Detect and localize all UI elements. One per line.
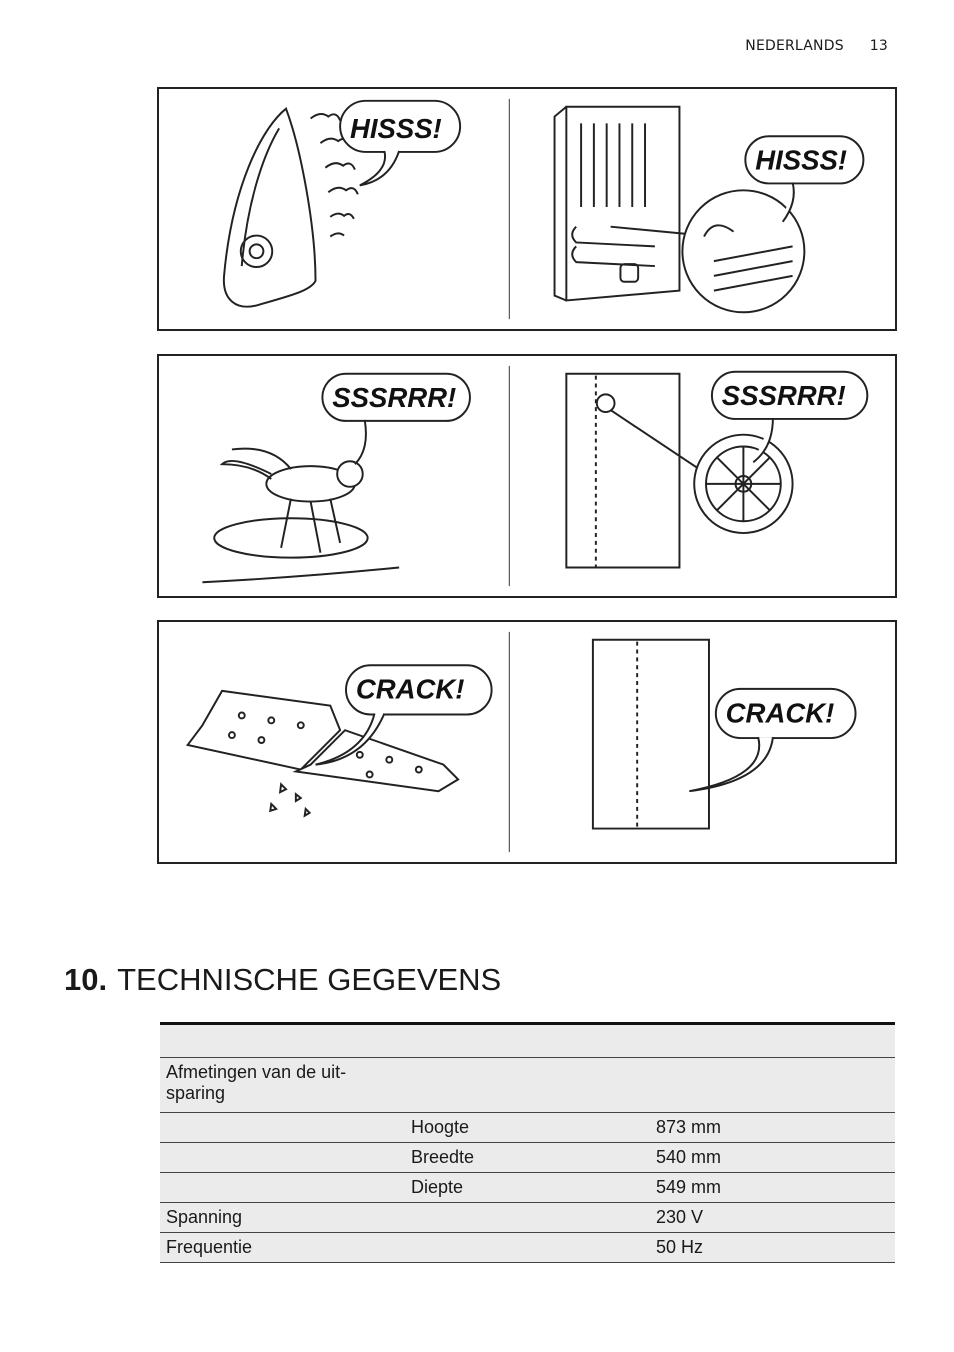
table-row [160,1058,895,1113]
table-cell: Diepte [405,1173,650,1203]
table-row [160,1233,895,1263]
table-cell [160,1143,405,1173]
fly-icon [202,449,399,583]
language-label: NEDERLANDS [745,38,844,54]
buzz-left-text: SSSRRR! [332,382,457,414]
section-number: 10. [64,962,108,997]
technical-data-table [160,1022,895,1263]
table-header-row [160,1024,895,1058]
table-cell [160,1173,405,1203]
fridge-icon [593,640,709,829]
table-cell: Breedte [405,1143,650,1173]
buzz-illustration [159,356,895,596]
table-cell: Spanning [160,1203,405,1233]
page-header [745,38,888,54]
illustration-panel-crack [157,620,897,864]
steam-iron-icon [224,109,358,307]
fridge-fan-icon [566,374,699,568]
table-cell: Hoogte [405,1113,650,1143]
table-cell [160,1113,405,1143]
hiss-right-text: HISSS! [755,144,847,176]
hiss-illustration [159,89,895,329]
hiss-left-text: HISSS! [349,113,442,145]
table-row [160,1203,895,1233]
table-row [160,1113,895,1143]
page-number: 13 [869,38,888,54]
crack-left-text: CRACK! [355,673,465,705]
table-row [160,1173,895,1203]
table-cell [405,1233,650,1263]
section-title-text: TECHNISCHE GEGEVENS [117,962,502,997]
fan-magnifier [694,435,792,533]
table-cell [405,1058,650,1113]
table-cell: 50 Hz [650,1233,895,1263]
table-cell [650,1058,895,1113]
crack-right-text: CRACK! [725,697,835,729]
table-cell: 549 mm [650,1173,895,1203]
table-cell: 873 mm [650,1113,895,1143]
section-heading [64,962,501,998]
table-cell: 230 V [650,1203,895,1233]
illustration-panel-hiss [157,87,897,331]
table-cell: 540 mm [650,1143,895,1173]
table-cell [405,1203,650,1233]
table-cell: Frequentie [160,1233,405,1263]
table-cell: Afmetingen van de uit- sparing [160,1058,405,1113]
illustration-panel-buzz [157,354,897,598]
buzz-right-text: SSSRRR! [721,380,846,412]
crack-illustration [159,622,895,862]
table-row [160,1143,895,1173]
